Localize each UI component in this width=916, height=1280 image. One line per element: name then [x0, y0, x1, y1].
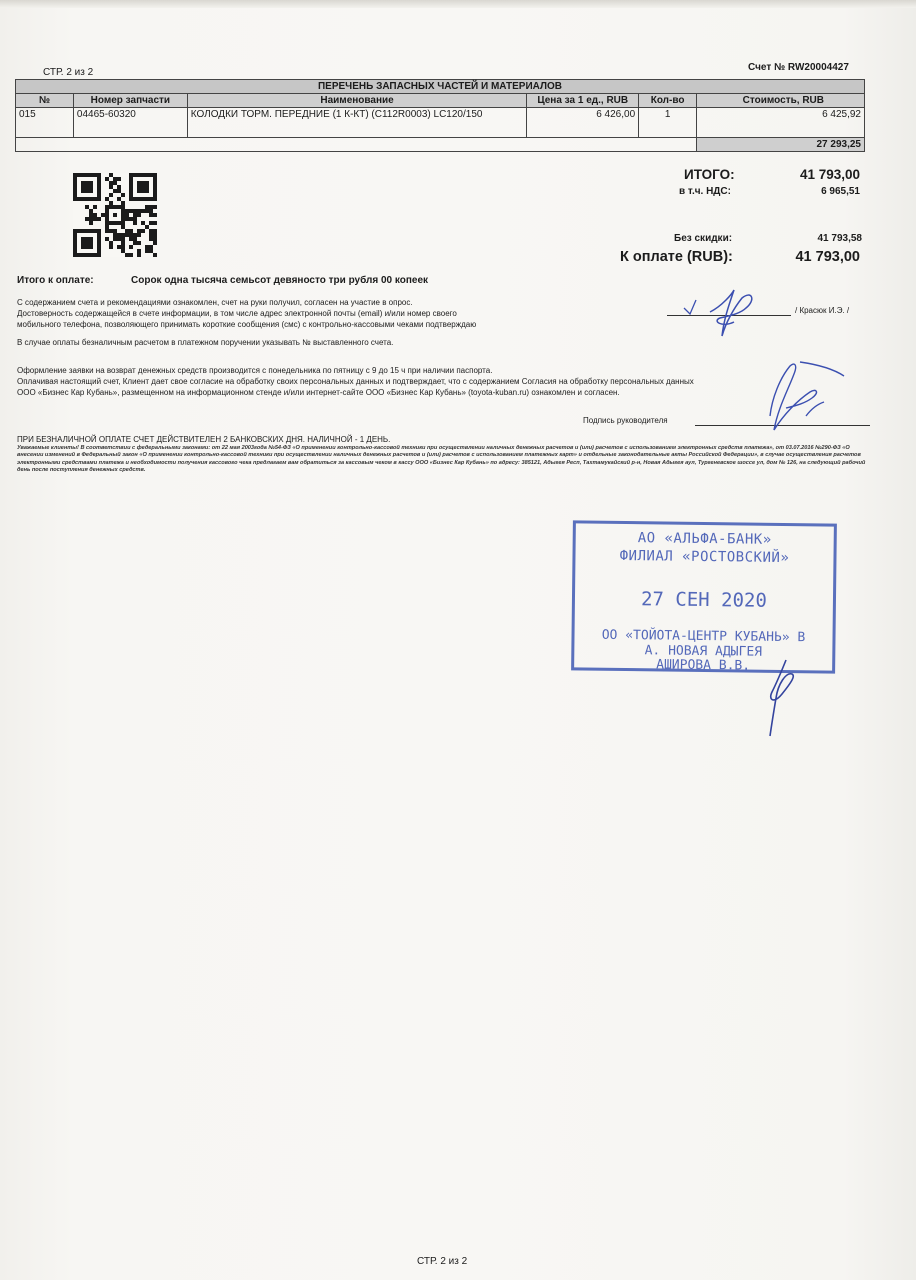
part-name: КОЛОДКИ ТОРМ. ПЕРЕДНИЕ (1 К-КТ) (C112R0003) LC120/150: [187, 108, 527, 138]
amount-in-words-label: Итого к оплате:: [17, 275, 94, 286]
stamp-office: ОО «ТОЙОТА-ЦЕНТР КУБАНЬ» В: [601, 627, 806, 646]
column-header: Цена за 1 ед., RUB: [527, 94, 639, 108]
part-number: 04465-60320: [73, 108, 187, 138]
invoice-number: Счет № RW20004427: [748, 62, 849, 73]
total-label: ИТОГО:: [684, 167, 735, 182]
table-header-row: [16, 94, 865, 108]
fine-print: Уважаемые клиенты! В соответствии с федеральными законами: от 22 мая 2003года №54-ФЗ «О применении контрольно-кассовой техники при осуществлении наличных денежных расчетов и (или) расчетов с использованием электронных средств платежа», от 03.07.2016 №290-ФЗ «О внесении изменений в Федеральный закон «О применении контрольно-кассовой техники при осуществлении наличных денежных расчетов и (или) расчетов с использованием платежных карт» и отдельные законодательные акты Российской Федерации», в случае осуществления расчетов электронными средствами платежа и необходимости получения кассового чека предлагаем вам обратиться за кассовым чеком в кассу ООО «Бизнес Кар Кубань» по адресу: 385121, Адыгея Респ, Тахтамукайский р-н, Новая Адыгея аул, Тургеневское шоссе ул, дом № 126, на следующий рабочий день после поступления денежных средств.: [17, 445, 866, 473]
head-signature-label: Подпись руководителя: [583, 416, 668, 425]
line-cost: 6 425,92: [697, 108, 865, 138]
amount-in-words: Сорок одна тысяча семьсот девяносто три рубля 00 копеек: [131, 275, 429, 286]
qr-code: [73, 173, 157, 257]
stamp-bank-name: АО «АЛЬФА-БАНК»: [637, 530, 772, 548]
no-discount-value: 41 793,58: [817, 233, 862, 244]
column-header: Наименование: [187, 94, 527, 108]
table-row: [16, 108, 865, 138]
subtotal-spacer: [16, 138, 697, 152]
column-header: Стоимость, RUB: [697, 94, 865, 108]
stamp-cashier: АШИРОВА В.В.: [656, 657, 751, 674]
consent-line: Достоверность содержащейся в счете информации, в том числе адрес электронной почты (email) и/или номер своего: [17, 309, 457, 318]
no-discount-label: Без скидки:: [674, 233, 733, 244]
subtotal-row: [16, 138, 865, 152]
table-title: ПЕРЕЧЕНЬ ЗАПАСНЫХ ЧАСТЕЙ И МАТЕРИАЛОВ: [16, 80, 865, 94]
unit-price: 6 426,00: [527, 108, 639, 138]
client-signature: [682, 288, 762, 338]
row-number: 015: [16, 108, 74, 138]
column-header: №: [16, 94, 74, 108]
client-name: / Красюк И.Э. /: [795, 306, 850, 315]
page-number-bottom: СТР. 2 из 2: [417, 1256, 468, 1267]
parts-table: [15, 79, 865, 152]
to-pay-value: 41 793,00: [795, 249, 860, 265]
head-signature: [740, 358, 850, 438]
stamp-signature: [756, 650, 806, 740]
vat-label: в т.ч. НДС:: [679, 186, 731, 197]
subtotal-value: 27 293,25: [697, 138, 865, 152]
payment-validity-note: ПРИ БЕЗНАЛИЧНОЙ ОПЛАТЕ СЧЕТ ДЕЙСТВИТЕЛЕН 2 БАНКОВСКИХ ДНЯ. НАЛИЧНОЙ - 1 ДЕНЬ.: [17, 435, 391, 444]
total-value: 41 793,00: [799, 167, 860, 182]
consent-line: С содержанием счета и рекомендациями ознакомлен, счет на руки получил, согласен на участие в опрос.: [17, 298, 413, 307]
column-header: Номер запчасти: [73, 94, 187, 108]
consent-block: [17, 297, 476, 330]
noncash-note: В случае оплаты безналичным расчетом в платежном поручении указывать № выставленного счета.: [17, 338, 394, 347]
to-pay-label: К оплате (RUB):: [620, 249, 733, 265]
column-header: Кол-во: [639, 94, 697, 108]
stamp-location: А. НОВАЯ АДЫГЕЯ: [644, 643, 763, 660]
vat-value: 6 965,51: [821, 186, 860, 197]
refund-note: Оформление заявки на возврат денежных средств производится с понедельника по пятницу с 9 до 15 ч при наличии паспорта.: [17, 366, 493, 375]
personal-data-agreement: [17, 376, 694, 398]
agreement-line: ООО «Бизнес Кар Кубань», размещенном на информационном стенде и/или интернет-сайте ООО «Бизнес Кар Кубань» (toyota-kuban.ru) ознакомлен и согласен.: [17, 388, 620, 397]
stamp-date: 27 СЕН 2020: [640, 588, 768, 612]
agreement-line: Оплачивая настоящий счет, Клиент дает свое согласие на обработку своих персональных данных и подтверждает, что с содержанием Согласия на обработку персональных данных: [17, 377, 694, 386]
consent-line: мобильного телефона, позволяющего принимать короткие сообщения (смс) с контрольно-кассовыми чеками подтверждаю: [17, 320, 477, 329]
paper-edge: [0, 0, 916, 8]
page-number-top: СТР. 2 из 2: [43, 67, 94, 78]
stamp-branch: ФИЛИАЛ «РОСТОВСКИЙ»: [619, 547, 790, 567]
quantity: 1: [639, 108, 697, 138]
